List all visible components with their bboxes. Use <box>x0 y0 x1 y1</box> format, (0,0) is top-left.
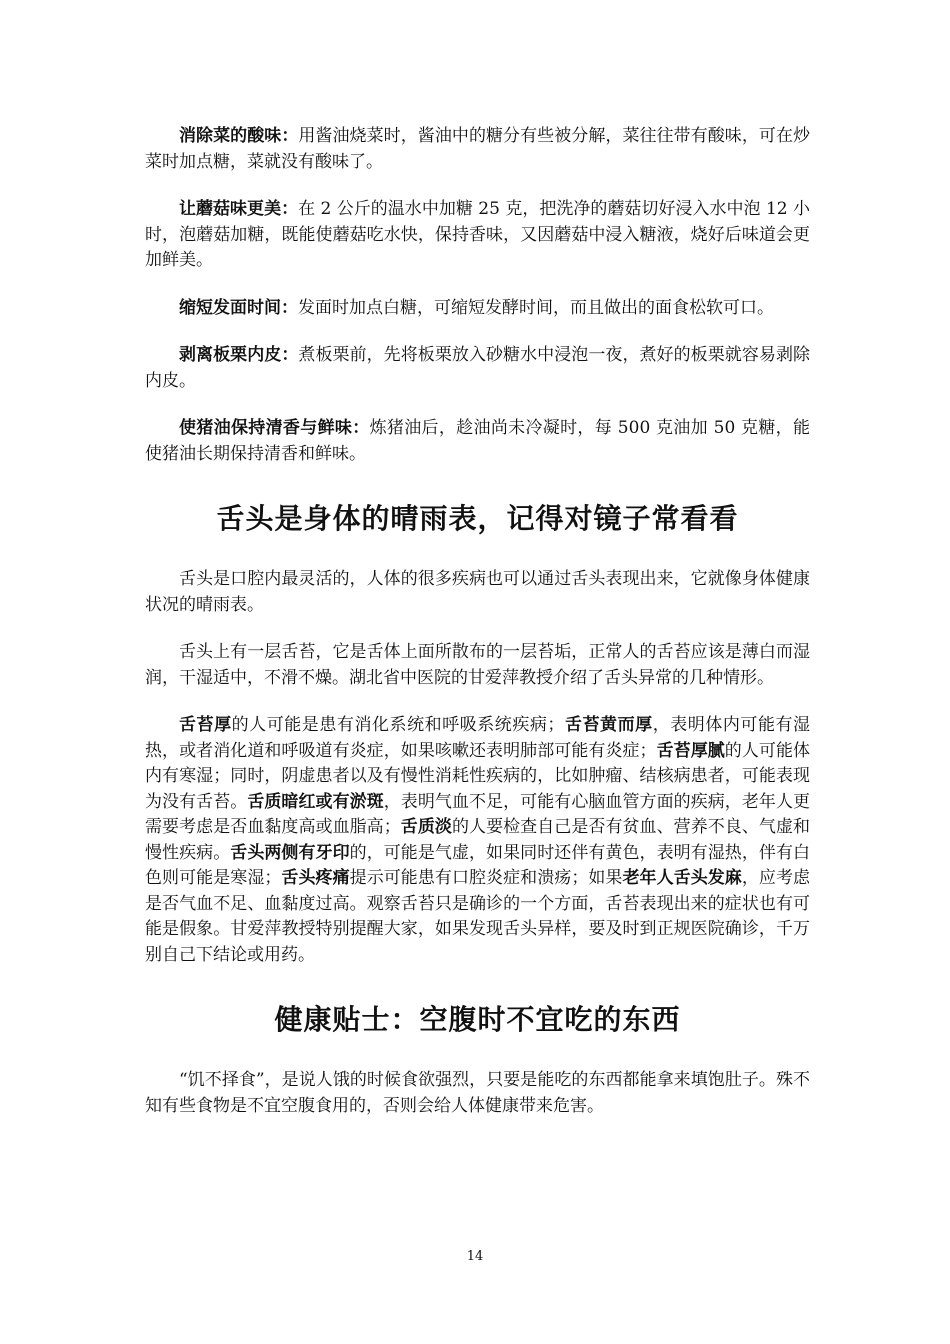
tip-paragraph <box>145 343 810 394</box>
symptom-text: 的，可能是气虚，如果同时还伴有黄色，表明有湿热，伴有白色则可能是寒湿； <box>145 842 811 888</box>
symptom-text: 的人可能是患有消化系统和呼吸系统疾病； <box>231 715 565 735</box>
tip-paragraph <box>145 124 810 175</box>
symptom-term: 老年人舌头发麻 <box>622 868 742 888</box>
symptom-text: 提示可能患有口腔炎症和溃疡；如果 <box>349 868 623 888</box>
symptom-term: 舌头两侧有牙印 <box>230 842 350 863</box>
tip-title: 让蘑菇味更美： <box>179 199 299 219</box>
symptom-term: 舌质暗红或有淤斑 <box>247 791 384 812</box>
tip-paragraph <box>145 197 810 274</box>
tip-text: 在 2 公斤的温水中加糖 25 克，把洗净的蘑菇切好浸入水中泡 12 小时，泡蘑菇加糖，既能使蘑菇吃水快，保持香味，又因蘑菇中浸入糖液，烧好后味道会更加鲜美。 <box>145 199 810 270</box>
tip-text: 煮板栗前，先将板栗放入砂糖水中浸泡一夜，煮好的板栗就容易剥除内皮。 <box>145 345 811 391</box>
symptom-text: ，表明体内可能有湿热，或者消化道和呼吸道有炎症，如果咳嗽还表明肺部可能有炎症； <box>145 715 811 761</box>
symptom-term: 舌头疼痛 <box>281 868 350 888</box>
symptom-text: ，表明气血不足，可能有心脑血管方面的疾病，老年人更需要考虑是否血黏度高或血脂高； <box>145 791 811 837</box>
symptom-text: ，应考虑是否气血不足、血黏度过高。观察舌苔只是确诊的一个方面，舌苔表现出来的症状也有可能是假象。甘爱萍教授特别提醒大家，如果发现舌头异样，要及时到正规医院确诊，千万别自己下结论或用药。 <box>145 868 811 965</box>
tip-paragraph <box>145 416 810 467</box>
tip-text: 发面时加点白糖，可缩短发酵时间，而且做出的面食松软可口。 <box>298 297 774 318</box>
symptom-term: 舌苔厚 <box>179 715 232 735</box>
section-heading: 健康贴士：空腹时不宜吃的东西 <box>274 1003 681 1036</box>
symptom-term: 舌苔黄而厚 <box>564 715 653 735</box>
tip-title: 缩短发面时间： <box>179 297 298 318</box>
symptom-text: 的人可能体内有寒湿；同时，阴虚患者以及有慢性消耗性疾病的，比如肿瘤、结核病患者，可能表现为没有舌苔。 <box>145 740 811 812</box>
tongue-symptoms-paragraph <box>145 713 810 968</box>
page-content <box>145 124 810 1119</box>
symptom-term: 舌苔厚腻 <box>656 740 725 761</box>
page-number: 14 <box>466 1249 484 1264</box>
body-paragraph: 舌头是口腔内最灵活的，人体的很多疾病也可以通过舌头表现出来，它就像身体健康状况的晴雨表。 <box>145 569 810 615</box>
tip-title: 剥离板栗内皮： <box>179 345 299 365</box>
body-paragraph: 舌头上有一层舌苔，它是舌体上面所散布的一层苔垢，正常人的舌苔应该是薄白而湿润，干湿适中，不滑不燥。湖北省中医院的甘爱萍教授介绍了舌头异常的几种情形。 <box>145 642 810 688</box>
section-heading: 舌头是身体的晴雨表，记得对镜子常看看 <box>216 502 739 535</box>
tip-paragraph <box>145 296 810 322</box>
tip-title: 使猪油保持清香与鲜味： <box>179 418 370 438</box>
symptom-text: 的人要检查自己是否有贫血、营养不良、气虚和慢性疾病。 <box>145 817 811 863</box>
tip-title: 消除菜的酸味： <box>179 126 299 146</box>
tip-text: 炼猪油后，趁油尚未冷凝时，每 500 克油加 50 克糖，能使猪油长期保持清香和鲜味。 <box>145 418 811 464</box>
body-paragraph: “饥不择食”，是说人饿的时候食欲强烈，只要是能吃的东西都能拿来填饱肚子。殊不知有些食物是不宜空腹食用的，否则会给人体健康带来危害。 <box>145 1070 810 1116</box>
tip-text: 用酱油烧菜时，酱油中的糖分有些被分解，菜往往带有酸味，可在炒菜时加点糖，菜就没有酸味了。 <box>145 126 811 172</box>
symptom-term: 舌质淡 <box>400 817 452 837</box>
